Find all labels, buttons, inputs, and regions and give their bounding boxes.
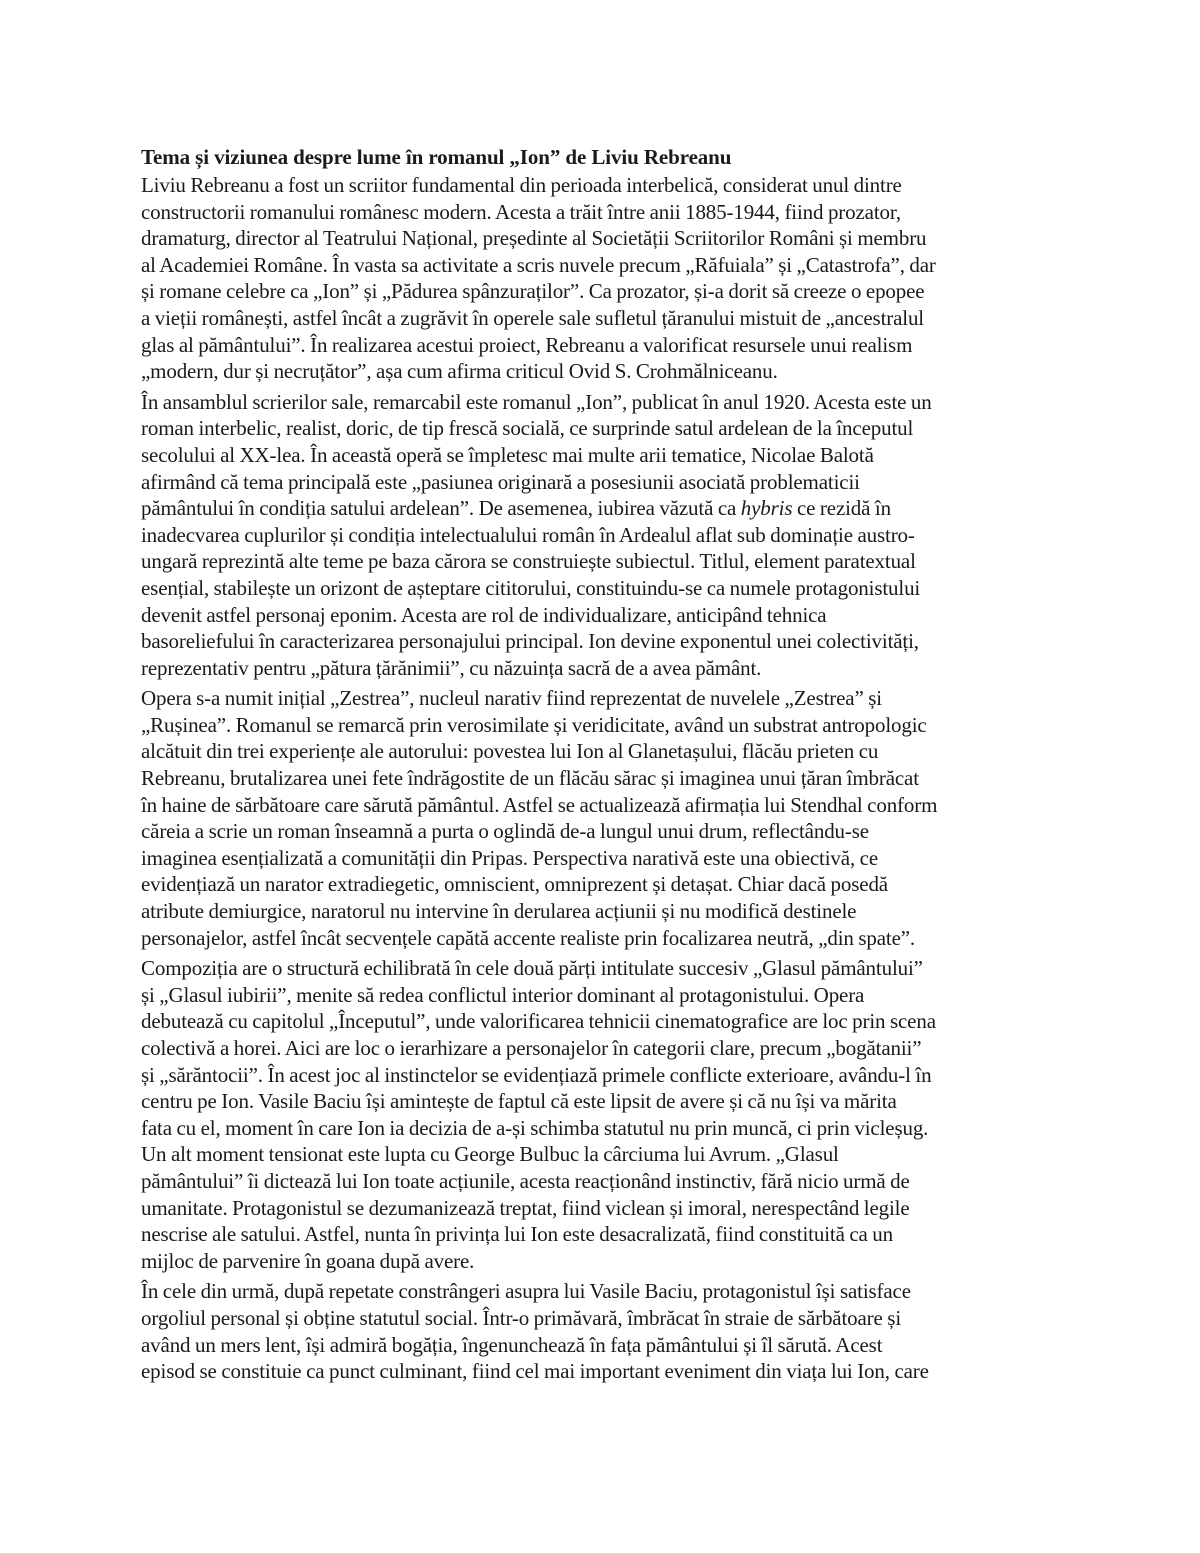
text-line: esențial, stabilește un orizont de așteptare cititorului, constituindu-se ca numele protagonistului bbox=[141, 575, 921, 600]
text-segment: pământului în condiția satului ardelean”. De asemenea, iubirea văzută ca bbox=[141, 496, 741, 521]
text-line: căreia a scrie un roman înseamnă a purta o oglindă de-a lungul unui drum, reflectându-se bbox=[141, 819, 869, 844]
text-line: și „Glasul iubirii”, menite să redea conflictul interior dominant al protagonistului. Opera bbox=[141, 982, 865, 1007]
text-line: Opera s-a numit inițial „Zestrea”, nucleul narativ fiind reprezentat de nuvelele „Zestrea” și bbox=[141, 686, 882, 711]
text-line: imaginea esențializată a comunității din Pripas. Perspectiva narativă este una obiectivă, ce bbox=[141, 845, 878, 870]
text-line: constructorii romanului românesc modern. Acesta a trăit între anii 1885-1944, fiind prozator, bbox=[141, 199, 901, 224]
text-line-with-italic bbox=[141, 495, 1061, 522]
text-line: în haine de sărbătoare care sărută pământul. Astfel se actualizează afirmația lui Stendhal conform bbox=[141, 792, 938, 817]
text-line: „Rușinea”. Romanul se remarcă prin verosimilate și veridicitate, având un substrat antropologic bbox=[141, 712, 927, 737]
text-line: a vieții românești, astfel încât a zugrăvit în operele sale sufletul țăranului mistuit de „ancestralul bbox=[141, 305, 924, 330]
paragraph-3 bbox=[141, 685, 1061, 951]
text-line: al Academiei Române. În vasta sa activitate a scris nuvele precum „Răfuiala” și „Catastrofa”, dar bbox=[141, 252, 936, 277]
text-line: evidențiază un narator extradiegetic, omniscient, omniprezent și detașat. Chiar dacă posedă bbox=[141, 872, 888, 897]
text-line: și „sărăntocii”. În acest joc al instinctelor se evidențiază primele conflicte exterioare, avându-l în bbox=[141, 1062, 932, 1087]
text-line: În cele din urmă, după repetate constrângeri asupra lui Vasile Baciu, protagonistul își satisface bbox=[141, 1279, 911, 1304]
text-line: umanitate. Protagonistul se dezumanizează treptat, fiind viclean și imoral, nerespectând legile bbox=[141, 1195, 910, 1220]
text-line: devenit astfel personaj eponim. Acesta are rol de individualizare, anticipând tehnica bbox=[141, 602, 827, 627]
text-segment: ce rezidă în bbox=[792, 496, 891, 521]
text-line: reprezentativ pentru „pătura țărănimii”, cu năzuința sacră de a avea pământ. bbox=[141, 655, 762, 680]
paragraph-2 bbox=[141, 389, 1061, 682]
text-line: roman interbelic, realist, doric, de tip frescă socială, ce surprinde satul ardelean de la începutul bbox=[141, 416, 914, 441]
paragraph-1 bbox=[141, 172, 1061, 385]
text-line: fata cu el, moment în care Ion ia decizia de a-și schimba statutul nu prin muncă, ci prin vicleșug. bbox=[141, 1115, 929, 1140]
text-line: Liviu Rebreanu a fost un scriitor fundamental din perioada interbelică, considerat unul dintre bbox=[141, 173, 902, 197]
text-line: pământului” îi dictează lui Ion toate acțiunile, acesta reacționând instinctiv, fără nicio urmă de bbox=[141, 1168, 910, 1193]
text-line: și romane celebre ca „Ion” și „Pădurea spânzuraților”. Ca prozator, și-a dorit să creeze o epopee bbox=[141, 279, 925, 304]
text-line: colectivă a horei. Aici are loc o ierarhizare a personajelor în categorii clare, precum „bogătanii” bbox=[141, 1036, 922, 1060]
italic-term: hybris bbox=[740, 496, 793, 521]
text-line: afirmând că tema principală este „pasiunea originară a posesiunii asociată problematicii bbox=[141, 469, 860, 494]
text-line: nescrise ale satului. Astfel, nunta în privința lui Ion este desacralizată, fiind constituită ca un bbox=[141, 1222, 893, 1247]
text-line: mijloc de parvenire în goana după avere. bbox=[141, 1248, 475, 1273]
text-line: personajelor, astfel încât secvențele capătă accente realiste prin focalizarea neutră, „din spate”. bbox=[141, 925, 916, 950]
text-line: În ansamblul scrierilor sale, remarcabil este romanul „Ion”, publicat în anul 1920. Acesta este un bbox=[141, 389, 932, 414]
document-title: Tema și viziunea despre lume în romanul „Ion” de Liviu Rebreanu bbox=[141, 145, 732, 169]
text-line: alcătuit din trei experiențe ale autorului: povestea lui Ion al Glanetașului, flăcău prieten cu bbox=[141, 739, 879, 764]
text-line: ungară reprezintă alte teme pe baza cărora se construiește subiectul. Titlul, element paratextual bbox=[141, 549, 916, 574]
text-line: Compoziția are o structură echilibrată în cele două părți intitulate succesiv „Glasul pământului” bbox=[141, 956, 923, 981]
text-line: având un mers lent, își admiră bogăția, îngenunchează în fața pământului și îl sărută. Acest bbox=[141, 1332, 883, 1357]
text-line: atribute demiurgice, naratorul nu intervine în derularea acțiunii și nu modifică destinele bbox=[141, 899, 857, 924]
text-line: dramaturg, director al Teatrului Național, președinte al Societății Scriitorilor Români și membru bbox=[141, 226, 927, 251]
text-line: „modern, dur și necruțător”, așa cum afirma criticul Ovid S. Crohmălniceanu. bbox=[141, 359, 778, 384]
text-line: debutează cu capitolul „Începutul”, unde valorificarea tehnicii cinematografice are loc prin scena bbox=[141, 1009, 936, 1034]
text-line: secolului al XX-lea. În această operă se împletesc mai multe arii tematice, Nicolae Balotă bbox=[141, 442, 874, 467]
text-line: glas al pământului”. În realizarea acestui proiect, Rebreanu a valorificat resursele unui realism bbox=[141, 332, 913, 357]
text-line: basoreliefului în caracterizarea personajului principal. Ion devine exponentul unei colectivități, bbox=[141, 629, 919, 654]
text-line: centru pe Ion. Vasile Baciu își amintește de faptul că este lipsit de avere și că nu își va mărita bbox=[141, 1089, 897, 1114]
text-line: Un alt moment tensionat este lupta cu George Bulbuc la cârciuma lui Avrum. „Glasul bbox=[141, 1142, 839, 1167]
text-line: episod se constituie ca punct culminant, fiind cel mai important eveniment din viața lui Ion, care bbox=[141, 1359, 929, 1384]
paragraph-4 bbox=[141, 955, 1061, 1274]
paragraph-5 bbox=[141, 1278, 1061, 1384]
text-line: inadecvarea cuplurilor și condiția intelectualului român în Ardealul aflat sub dominație austro- bbox=[141, 522, 915, 547]
document-body bbox=[141, 142, 1061, 1389]
text-line: Rebreanu, brutalizarea unei fete îndrăgostite de un flăcău sărac și imaginea unui țăran îmbrăcat bbox=[141, 766, 919, 791]
text-line: orgoliul personal și obține statutul social. Într-o primăvară, îmbrăcat în straie de sărbătoare și bbox=[141, 1305, 902, 1330]
